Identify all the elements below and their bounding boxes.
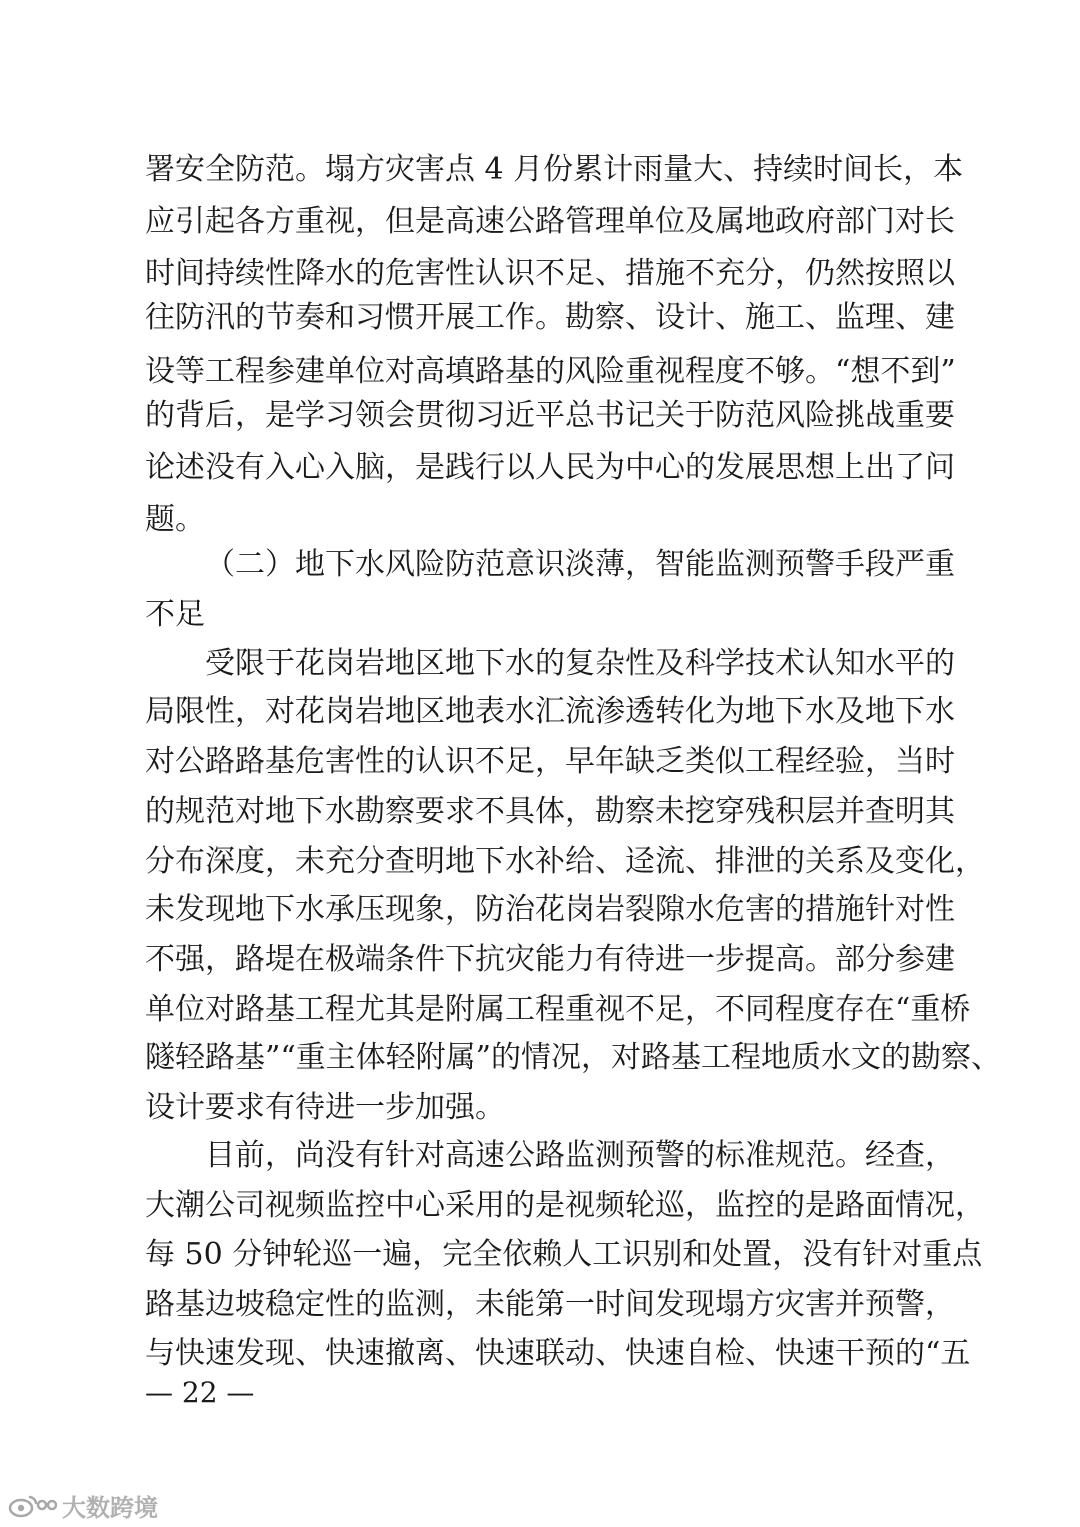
body-line: 设计要求有待进一步加强。 <box>145 1090 505 1125</box>
body-line: 单位对路基工程尤其是附属工程重视不足，不同程度存在“重桥 <box>145 992 971 1027</box>
body-line: 与快速发现、快速撤离、快速联动、快速自检、快速干预的“五 <box>145 1336 971 1371</box>
weibo-logo-icon <box>8 1491 58 1519</box>
body-line: 时间持续性降水的危害性认识不足、措施不充分，仍然按照以 <box>145 256 955 291</box>
body-line: 论述没有入心入脑，是践行以人民为中心的发展思想上出了问 <box>145 450 955 485</box>
body-line: 大潮公司视频监控中心采用的是视频轮巡，监控的是路面情况， <box>145 1188 985 1223</box>
body-line: 未发现地下水承压现象，防治花岗岩裂隙水危害的措施针对性 <box>145 892 955 927</box>
body-line: 对公路路基危害性的认识不足，早年缺乏类似工程经验，当时 <box>145 744 955 779</box>
body-line: 的规范对地下水勘察要求不具体，勘察未挖穿残积层并查明其 <box>145 794 955 829</box>
body-line: 局限性，对花岗岩地区地表水汇流渗透转化为地下水及地下水 <box>145 694 955 729</box>
body-line: 受限于花岗岩地区地下水的复杂性及科学技术认知水平的 <box>205 646 955 681</box>
body-line: 路基边坡稳定性的监测，未能第一时间发现塌方灾害并预警， <box>145 1287 955 1322</box>
page-number: — 22 — <box>145 1376 255 1409</box>
body-line: 应引起各方重视，但是高速公路管理单位及属地政府部门对长 <box>145 204 955 239</box>
body-line: 题。 <box>145 502 205 537</box>
section-heading: （二）地下水风险防范意识淡薄，智能监测预警手段严重 <box>205 547 955 582</box>
body-line: 目前，尚没有针对高速公路监测预警的标准规范。经查， <box>205 1138 955 1173</box>
body-line: 隧轻路基”“重主体轻附属”的情况，对路基工程地质水文的勘察、 <box>145 1040 1002 1075</box>
watermark-text: 大数跨境 <box>62 1493 158 1522</box>
body-line: 不强，路堤在极端条件下抗灾能力有待进一步提高。部分参建 <box>145 942 955 977</box>
body-line: 署安全防范。塌方灾害点 4 月份累计雨量大、持续时间长，本 <box>145 152 964 187</box>
body-line: 分布深度，未充分查明地下水补给、迳流、排泄的关系及变化， <box>145 844 985 879</box>
body-line: 往防汛的节奏和习惯开展工作。勘察、设计、施工、监理、建 <box>145 300 955 335</box>
watermark <box>8 1489 158 1521</box>
body-line: 设等工程参建单位对高填路基的风险重视程度不够。“想不到” <box>145 354 956 389</box>
section-heading: 不足 <box>145 597 205 632</box>
body-line: 每 50 分钟轮巡一遍，完全依赖人工识别和处置，没有针对重点 <box>145 1237 983 1272</box>
body-line: 的背后，是学习领会贯彻习近平总书记关于防范风险挑战重要 <box>145 398 955 433</box>
